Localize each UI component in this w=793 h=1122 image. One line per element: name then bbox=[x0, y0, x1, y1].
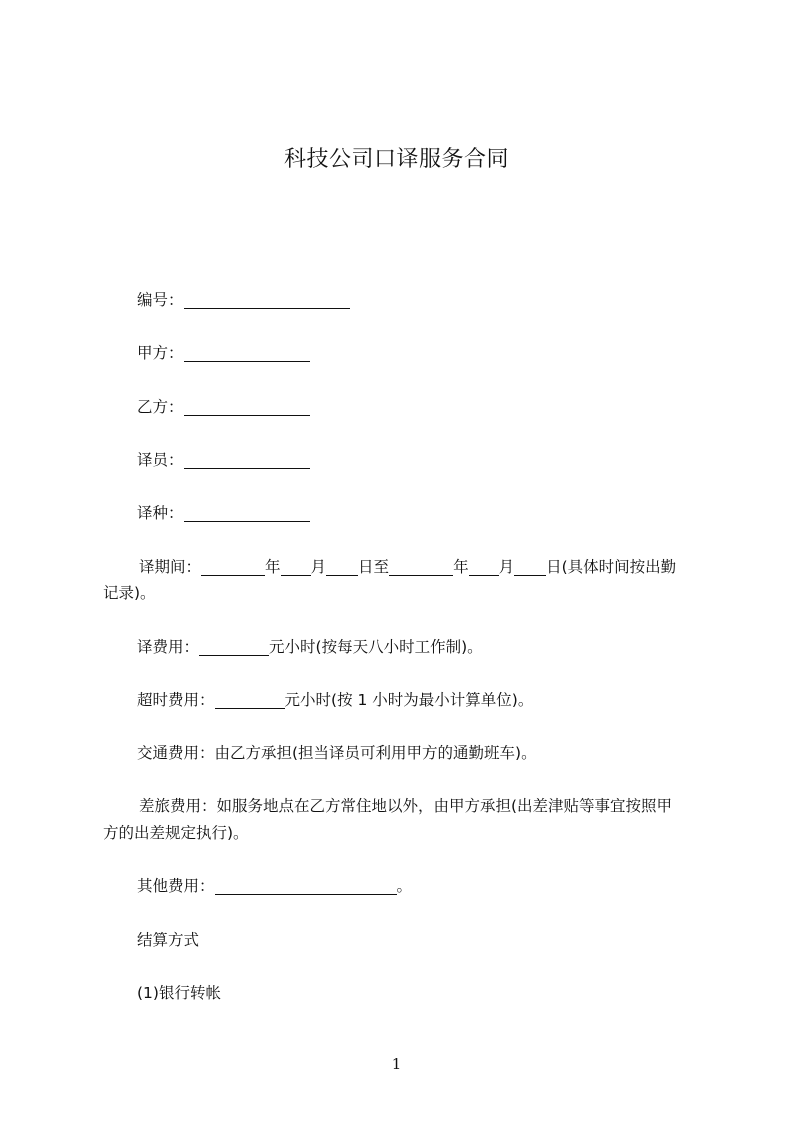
party-a-label: 甲方： bbox=[137, 344, 184, 362]
number-label: 编号： bbox=[137, 291, 184, 309]
other-fee-label: 其他费用： bbox=[137, 877, 215, 895]
interpreter-label: 译员： bbox=[137, 451, 184, 469]
number-blank[interactable] bbox=[184, 290, 350, 309]
period-year1-blank[interactable] bbox=[201, 557, 265, 576]
period-label: 译期间： bbox=[139, 558, 202, 576]
period-month1-blank[interactable] bbox=[281, 557, 311, 576]
settlement-item-1: (1)银行转帐 bbox=[137, 984, 221, 1002]
other-fee-line bbox=[103, 872, 737, 900]
language-field bbox=[103, 499, 737, 527]
period-day-to: 日至 bbox=[358, 558, 390, 576]
interpreter-blank[interactable] bbox=[184, 450, 310, 469]
period-month1-unit: 月 bbox=[310, 558, 327, 576]
overtime-blank[interactable] bbox=[215, 690, 285, 709]
fee-blank[interactable] bbox=[199, 637, 269, 656]
document-title: 科技公司口译服务合同 bbox=[283, 147, 509, 172]
party-a-field bbox=[103, 339, 737, 367]
period-year2-blank[interactable] bbox=[389, 557, 453, 576]
party-a-blank[interactable] bbox=[184, 343, 310, 362]
interpreter-field bbox=[103, 446, 737, 474]
transport-line: 交通费用：由乙方承担(担当译员可利用甲方的通勤班车)。 bbox=[137, 744, 537, 762]
language-label: 译种： bbox=[137, 504, 184, 522]
overtime-line bbox=[103, 686, 737, 714]
fee-label: 译费用： bbox=[137, 638, 200, 656]
party-b-blank[interactable] bbox=[184, 397, 310, 416]
party-b-field bbox=[103, 393, 737, 421]
period-year2-unit: 年 bbox=[453, 558, 469, 576]
overtime-suffix: 元小时(按 1 小时为最小计算单位)。 bbox=[284, 691, 534, 709]
period-day2-blank[interactable] bbox=[514, 557, 546, 576]
settlement-heading: 结算方式 bbox=[137, 931, 200, 949]
fee-suffix: 元小时(按每天八小时工作制)。 bbox=[269, 638, 483, 656]
page-number: 1 bbox=[391, 1055, 402, 1073]
period-day-end: 日(具体时间按出勤 bbox=[546, 558, 677, 576]
travel-line-2: 方的出差规定执行)。 bbox=[103, 824, 249, 842]
language-blank[interactable] bbox=[184, 503, 310, 522]
period-day1-blank[interactable] bbox=[326, 557, 358, 576]
overtime-label: 超时费用： bbox=[137, 691, 215, 709]
travel-line-1: 差旅费用：如服务地点在乙方常住地以外，由甲方承担(出差津贴等事宜按照甲 bbox=[139, 797, 673, 815]
fee-line bbox=[103, 633, 737, 661]
period-month2-blank[interactable] bbox=[469, 557, 499, 576]
other-fee-suffix: 。 bbox=[396, 877, 413, 895]
party-b-label: 乙方： bbox=[137, 398, 184, 416]
other-fee-blank[interactable] bbox=[215, 876, 397, 895]
period-line bbox=[103, 553, 739, 581]
period-continuation: 记录)。 bbox=[103, 584, 156, 602]
period-year1-unit: 年 bbox=[265, 558, 281, 576]
number-field bbox=[103, 286, 737, 314]
period-month2-unit: 月 bbox=[498, 558, 515, 576]
